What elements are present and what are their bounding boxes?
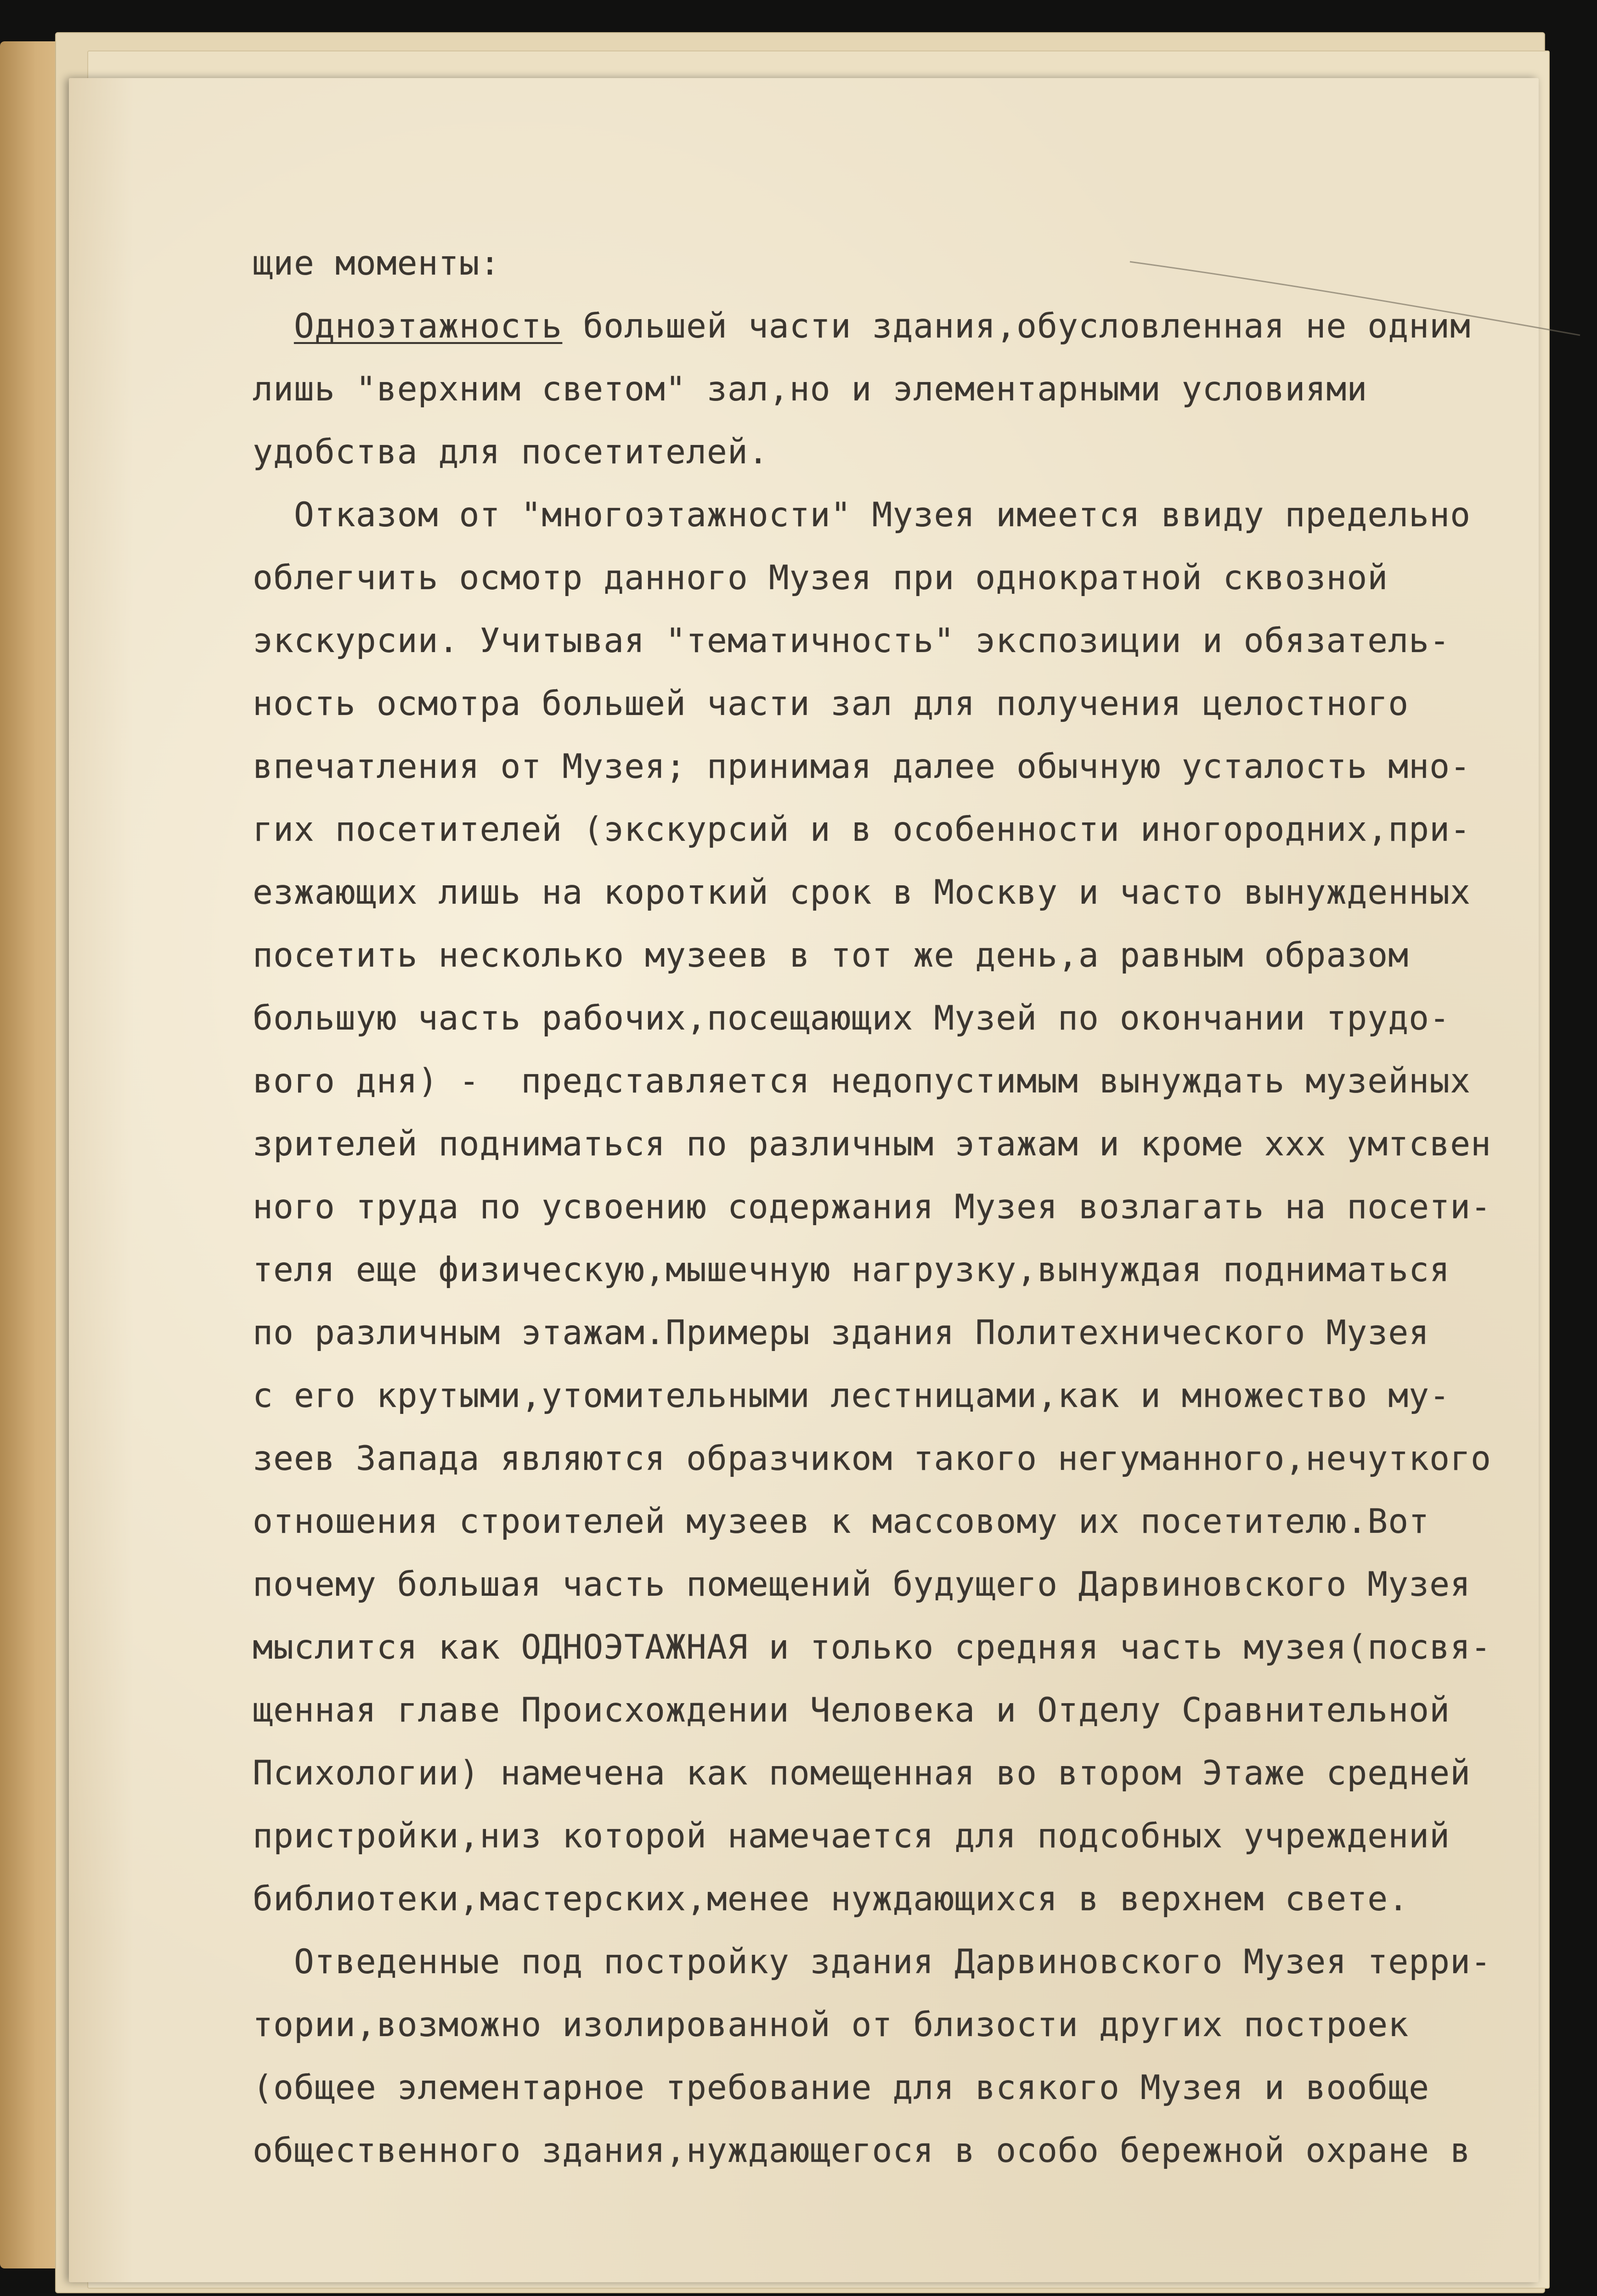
text-line: посетить несколько музеев в тот же день,а равным образом — [253, 936, 1409, 975]
text-line: ность осмотра большей части зал для получения целостного — [253, 684, 1409, 723]
page-text — [253, 232, 1557, 2182]
text-line: щенная главе Происхождении Человека и Отделу Сравнительной — [253, 1691, 1450, 1730]
text-line: с его крутыми,утомительными лестницами,как и множество му- — [253, 1376, 1450, 1415]
text-line: тории,возможно изолированной от близости других построек — [253, 2005, 1409, 2044]
text-line: щие моменты: — [253, 244, 501, 283]
text-line: почему большая часть помещений будущего Дарвиновского Музея — [253, 1565, 1471, 1604]
text-line: зрителей подниматься по различным этажам и кроме xxx умтсвен — [253, 1125, 1491, 1164]
underlined-word: Одноэтажность — [293, 307, 563, 346]
text-line: ного труда по усвоению содержания Музея возлагать на посети- — [253, 1187, 1491, 1227]
text-line: большую часть рабочих,посещающих Музей по окончании трудо- — [253, 999, 1450, 1038]
text-line: езжающих лишь на короткий срок в Москву и часто вынужденных — [253, 873, 1471, 912]
text-line: общественного здания,нуждающегося в особо бережной охране в — [253, 2131, 1471, 2170]
text-line: пристройки,низ которой намечается для подсобных учреждений — [253, 1817, 1450, 1856]
text-line: Одноэтажность большей части здания,обусловленная не одним — [293, 307, 1471, 346]
text-line: впечатления от Музея; принимая далее обычную усталость мно- — [253, 747, 1471, 786]
text-line: Психологии) намечена как помещенная во втором Этаже средней — [253, 1754, 1471, 1793]
text-line: по различным этажам.Примеры здания Политехнического Музея — [253, 1313, 1430, 1352]
text-line: вого дня) - представляется недопустимым вынуждать музейных — [253, 1062, 1471, 1101]
text-line: облегчить осмотр данного Музея при однократной сквозной — [253, 558, 1388, 597]
text-line: Отведенные под постройку здания Дарвиновского Музея терри- — [253, 1942, 1491, 1981]
text-line: зеев Запада являются образчиком такого негуманного,нечуткого — [253, 1439, 1491, 1478]
text-line: библиотеки,мастерских,менее нуждающихся в верхнем свете. — [253, 1880, 1409, 1919]
text-line: экскурсии. Учитывая "тематичность" экспозиции и обязатель- — [253, 621, 1450, 660]
text-line: удобства для посетителей. — [253, 433, 769, 472]
text-line: гих посетителей (экскурсий и в особенности иногородних,при- — [253, 810, 1471, 849]
text-line: отношения строителей музеев к массовому их посетителю.Вот — [253, 1502, 1430, 1541]
text-line: теля еще физическую,мышечную нагрузку,вынуждая подниматься — [253, 1250, 1450, 1289]
text-line: мыслится как ОДНОЭТАЖНАЯ и только средняя часть музея(посвя- — [253, 1628, 1491, 1667]
text-line: Отказом от "многоэтажности" Музея имеется ввиду предельно — [253, 495, 1471, 535]
text-line: лишь "верхним светом" зал,но и элементарными условиями — [253, 370, 1368, 409]
text-line: (общее элементарное требование для всякого Музея и вообще — [253, 2068, 1430, 2107]
